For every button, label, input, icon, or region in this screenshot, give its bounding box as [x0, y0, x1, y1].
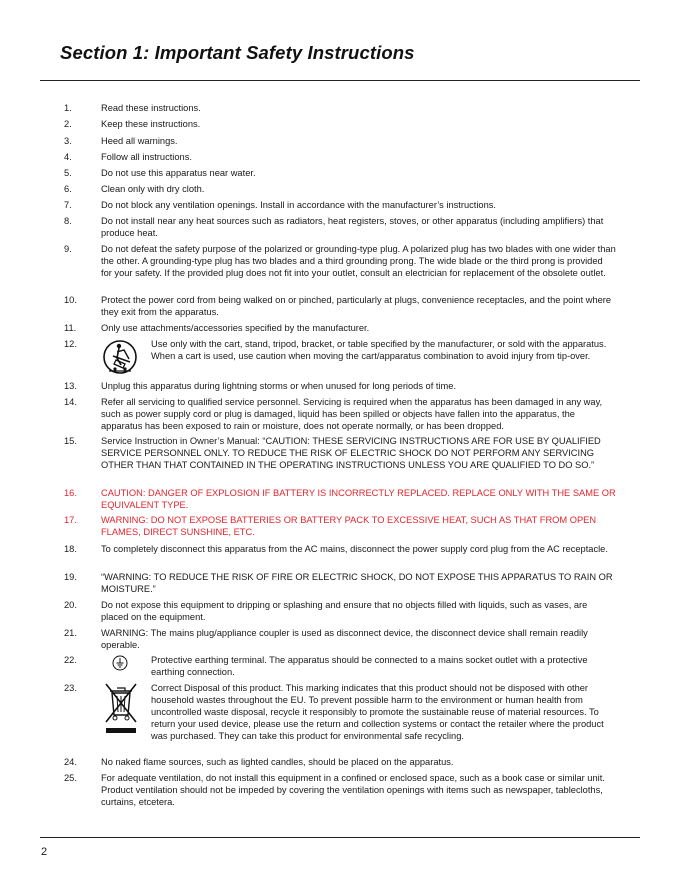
item-text: Only use attachments/accessories specified by the manufacturer.	[101, 323, 370, 333]
item-text: Do not block any ventilation openings. Install in accordance with the manufacturer’s instructions.	[101, 200, 496, 210]
item-text: Heed all warnings.	[101, 136, 178, 146]
item-number: 17.	[64, 515, 77, 525]
item-text: To completely disconnect this apparatus from the AC mains, disconnect the power supply cord plug from the AC receptacle.	[101, 544, 608, 554]
item-text: Protective earthing terminal. The apparatus should be connected to a mains socket outlet with a protective earthing connection.	[151, 655, 588, 677]
item-number: 23.	[64, 683, 77, 693]
cart-tip-over-warning-icon	[100, 338, 140, 378]
item-number: 21.	[64, 628, 77, 638]
item-text: Read these instructions.	[101, 103, 201, 113]
item-text: Do not use this apparatus near water.	[101, 168, 256, 178]
item-number: 18.	[64, 544, 77, 554]
item-number: 7.	[64, 200, 72, 210]
item-number: 10.	[64, 295, 77, 305]
item-number: 11.	[64, 323, 77, 333]
item-number: 20.	[64, 600, 77, 610]
item-number: 19.	[64, 572, 77, 582]
item-text: WARNING: The mains plug/appliance coupler is used as disconnect device, the disconnect device shall remain readily operable.	[101, 628, 588, 650]
item-text: Keep these instructions.	[101, 119, 201, 129]
item-number: 1.	[64, 103, 72, 113]
item-number: 25.	[64, 773, 77, 783]
item-text: Follow all instructions.	[101, 152, 192, 162]
item-text: Correct Disposal of this product. This marking indicates that this product should not be disposed with other household wastes throughout the EU. To prevent possible harm to the environment or human health from uncontrolled waste disposal, recycle it responsibly to promote the sustainable reuse of material resources. To return your used device, please use the return and collection systems or contact the retailer where the product was purchased. They can take this product for environmental safe recycling.	[151, 683, 604, 741]
item-number: 3.	[64, 136, 72, 146]
item-number: 22.	[64, 655, 77, 665]
item-number: 9.	[64, 244, 72, 254]
item-text: Protect the power cord from being walked on or pinched, particularly at plugs, convenience receptacles, and the point where they exit from the apparatus.	[101, 295, 612, 317]
item-number: 8.	[64, 216, 72, 226]
item-text: CAUTION: DANGER OF EXPLOSION IF BATTERY IS INCORRECTLY REPLACED. REPLACE ONLY WITH THE SAME OR EQUIVALENT TYPE.	[101, 488, 616, 510]
item-text: Use only with the cart, stand, tripod, bracket, or table specified by the manufacturer, or sold with the apparatus. When a cart is used, use caution when moving the cart/apparatus combination to avoid injury from tip-over.	[151, 339, 607, 361]
item-number: 12.	[64, 339, 77, 349]
item-text: Do not expose this equipment to dripping or splashing and ensure that no objects filled with liquids, such as vases, are placed on the equipment.	[101, 600, 588, 622]
item-number: 14.	[64, 397, 77, 407]
item-text: WARNING: DO NOT EXPOSE BATTERIES OR BATTERY PACK TO EXCESSIVE HEAT, SUCH AS THAT FROM OPEN FLAMES, DIRECT SUNSHINE, ETC.	[101, 515, 597, 537]
item-text: For adequate ventilation, do not install this equipment in a confined or enclosed space, such as a book case or similar unit. Product ventilation should not be impeded by covering the ventilation openings with items such as newspaper, tablecloths, curtains, etcetera.	[101, 773, 605, 807]
item-number: 6.	[64, 184, 72, 194]
item-number: 5.	[64, 168, 72, 178]
item-number: 16.	[64, 488, 77, 498]
item-text: Do not defeat the safety purpose of the polarized or grounding-type plug. A polarized plug has two blades with one wider than the other. A grounding-type plug has two blades and a third grounding prong. The wide blade or the third prong is provided for your safety. If the provided plug does not fit into your outlet, consult an electrician for replacement of the obsolete outlet.	[101, 244, 616, 278]
item-number: 2.	[64, 119, 72, 129]
item-text: Do not install near any heat sources such as radiators, heat registers, stoves, or other apparatus (including amplifiers) that produce heat.	[101, 216, 604, 238]
page-number: 2	[41, 846, 48, 858]
item-number: 13.	[64, 381, 77, 391]
protective-earth-icon	[112, 655, 128, 671]
item-text: Unplug this apparatus during lightning storms or when unused for long periods of time.	[101, 381, 457, 391]
item-text: No naked flame sources, such as lighted candles, should be placed on the apparatus.	[101, 757, 454, 767]
item-number: 24.	[64, 757, 77, 767]
weee-crossed-bin-icon	[104, 681, 138, 739]
item-number: 15.	[64, 436, 77, 446]
item-text: Refer all servicing to qualified service personnel. Servicing is required when the apparatus has been damaged in any way, such as power supply cord or plug is damaged, liquid has been spilled or objects have fallen into the apparatus, the apparatus has been exposed to rain or moisture, does not operate normally, or has been dropped.	[101, 397, 603, 431]
item-text: “WARNING: TO REDUCE THE RISK OF FIRE OR ELECTRIC SHOCK, DO NOT EXPOSE THIS APPARATUS TO RAIN OR MOISTURE.”	[101, 572, 613, 594]
page-title: Section 1: Important Safety Instructions	[60, 42, 415, 63]
item-number: 4.	[64, 152, 72, 162]
footer-divider	[40, 837, 640, 838]
item-text: Service Instruction in Owner’s Manual: “CAUTION: THESE SERVICING INSTRUCTIONS ARE FOR USE BY QUALIFIED SERVICE PERSONNEL ONLY. TO REDUCE THE RISK OF ELECTRIC SHOCK DO NOT PERFORM ANY SERVICING OTHER THAN THAT CONTAINED IN THE OPERATING INSTRUCTIONS UNLESS YOU ARE QUALIFIED TO DO SO.”	[101, 436, 601, 470]
item-text: Clean only with dry cloth.	[101, 184, 205, 194]
